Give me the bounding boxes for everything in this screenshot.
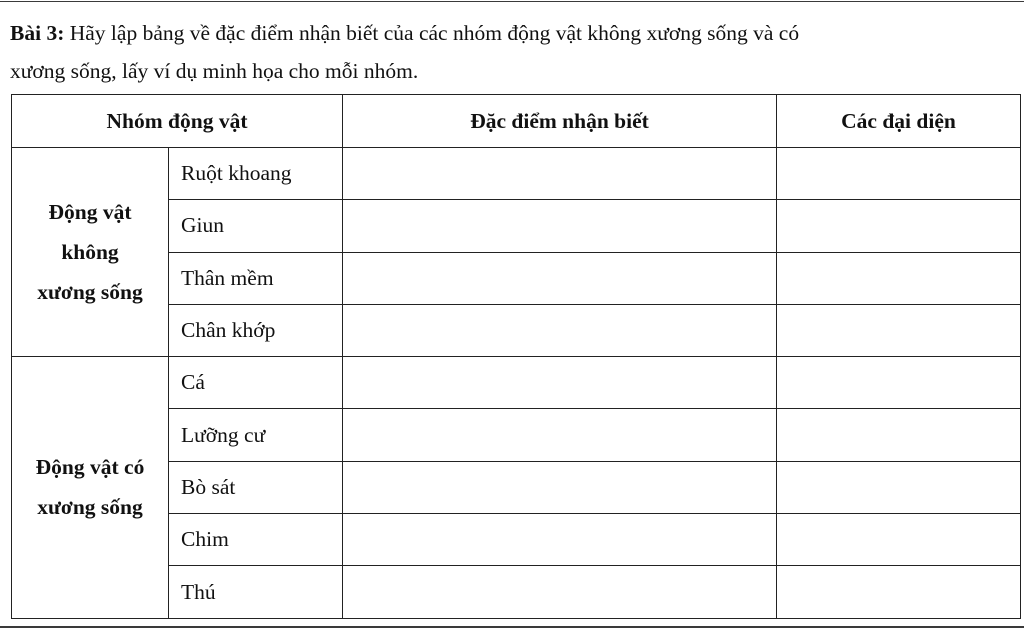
features-cell[interactable] [343, 514, 777, 566]
representatives-cell[interactable] [777, 409, 1021, 461]
subgroup-name: Giun [169, 200, 343, 252]
representatives-cell[interactable] [777, 357, 1021, 409]
features-cell[interactable] [343, 200, 777, 252]
representatives-cell[interactable] [777, 304, 1021, 356]
header-animal-group: Nhóm động vật [12, 95, 343, 148]
subgroup-name: Cá [169, 357, 343, 409]
subgroup-name: Chim [169, 514, 343, 566]
group-name-line: không [61, 240, 119, 265]
features-cell[interactable] [343, 409, 777, 461]
features-cell[interactable] [343, 252, 777, 304]
header-representatives: Các đại diện [777, 95, 1021, 148]
representatives-cell[interactable] [777, 200, 1021, 252]
table-row [12, 357, 1021, 409]
animal-groups-table [11, 94, 1021, 619]
table-row [12, 148, 1021, 200]
features-cell[interactable] [343, 357, 777, 409]
features-cell[interactable] [343, 304, 777, 356]
representatives-cell[interactable] [777, 148, 1021, 200]
exercise-prompt-line-1 [10, 14, 1020, 52]
group-name-line: xương sống [37, 495, 143, 520]
group-name-line: xương sống [37, 280, 143, 305]
subgroup-name: Bò sát [169, 461, 343, 513]
subgroup-name: Thú [169, 566, 343, 618]
representatives-cell[interactable] [777, 566, 1021, 618]
features-cell[interactable] [343, 461, 777, 513]
group-invertebrates [12, 148, 169, 357]
exercise-label: Bài 3: [10, 21, 65, 45]
header-row [12, 95, 1021, 148]
bottom-rule [0, 626, 1024, 628]
features-cell[interactable] [343, 148, 777, 200]
subgroup-name: Ruột khoang [169, 148, 343, 200]
exercise-prompt-line-2: xương sống, lấy ví dụ minh họa cho mỗi nhóm. [10, 59, 419, 83]
exercise-text-1: Hãy lập bảng về đặc điểm nhận biết của các nhóm động vật không xương sống và có [64, 21, 800, 45]
representatives-cell[interactable] [777, 461, 1021, 513]
features-cell[interactable] [343, 566, 777, 618]
subgroup-name: Chân khớp [169, 304, 343, 356]
exercise-prompt [10, 14, 1020, 90]
subgroup-name: Lưỡng cư [169, 409, 343, 461]
header-identifying-features: Đặc điểm nhận biết [343, 95, 777, 148]
group-name-line: Động vật có [35, 455, 145, 480]
subgroup-name: Thân mềm [169, 252, 343, 304]
group-vertebrates [12, 357, 169, 618]
representatives-cell[interactable] [777, 252, 1021, 304]
top-rule [0, 1, 1024, 2]
group-name-line: Động vật [48, 200, 132, 225]
representatives-cell[interactable] [777, 514, 1021, 566]
